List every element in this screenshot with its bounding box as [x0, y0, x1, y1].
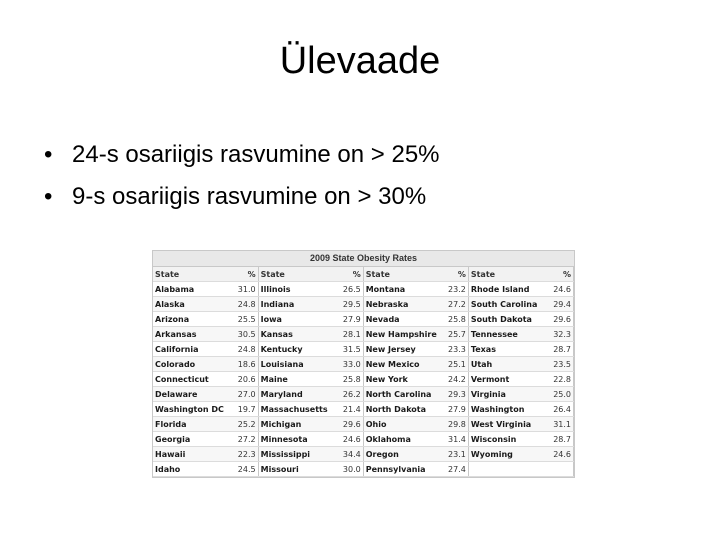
- state-cell: Mississippi: [258, 447, 338, 462]
- table-row: [153, 417, 574, 432]
- state-cell: Pennsylvania: [363, 462, 443, 477]
- table-row: [153, 327, 574, 342]
- rate-cell: 25.8: [443, 312, 468, 327]
- state-cell: Washington: [468, 402, 548, 417]
- state-cell: Colorado: [153, 357, 233, 372]
- state-cell: North Dakota: [363, 402, 443, 417]
- bullet-list: [44, 134, 440, 218]
- rate-cell: 18.6: [233, 357, 258, 372]
- rate-cell: 27.2: [233, 432, 258, 447]
- state-cell: Delaware: [153, 387, 233, 402]
- bullet-dot-icon: •: [44, 183, 53, 210]
- table-header-row: [153, 267, 574, 282]
- state-cell: Minnesota: [258, 432, 338, 447]
- column-header: %: [338, 267, 363, 282]
- rate-cell: 24.6: [338, 432, 363, 447]
- column-header: %: [443, 267, 468, 282]
- rate-cell: 33.0: [338, 357, 363, 372]
- rate-cell: 26.4: [548, 402, 573, 417]
- state-cell: Wyoming: [468, 447, 548, 462]
- table-caption: 2009 State Obesity Rates: [153, 251, 574, 267]
- state-cell: Nevada: [363, 312, 443, 327]
- state-cell: Maryland: [258, 387, 338, 402]
- rate-cell: 29.6: [338, 417, 363, 432]
- column-header: State: [153, 267, 233, 282]
- state-cell: Texas: [468, 342, 548, 357]
- state-cell: Arizona: [153, 312, 233, 327]
- rate-cell: 30.5: [233, 327, 258, 342]
- rate-cell: 23.2: [443, 282, 468, 297]
- state-cell: Tennessee: [468, 327, 548, 342]
- column-header: %: [548, 267, 573, 282]
- column-header: State: [363, 267, 443, 282]
- table-row: [153, 432, 574, 447]
- state-cell: Oklahoma: [363, 432, 443, 447]
- state-cell: South Carolina: [468, 297, 548, 312]
- rate-cell: 25.2: [233, 417, 258, 432]
- state-cell: Michigan: [258, 417, 338, 432]
- rate-cell: 23.5: [548, 357, 573, 372]
- rate-cell: 24.2: [443, 372, 468, 387]
- state-cell: North Carolina: [363, 387, 443, 402]
- table-row: [153, 312, 574, 327]
- rate-cell: 24.5: [233, 462, 258, 477]
- table-row: [153, 342, 574, 357]
- state-cell: West Virginia: [468, 417, 548, 432]
- obesity-table-image: [152, 250, 575, 478]
- bullet-dot-icon: •: [44, 141, 53, 168]
- rate-cell: 27.9: [443, 402, 468, 417]
- rate-cell: 19.7: [233, 402, 258, 417]
- rate-cell: 28.1: [338, 327, 363, 342]
- bullet-text: 9-s osariigis rasvumine on > 30%: [72, 183, 427, 210]
- rate-cell: 28.7: [548, 342, 573, 357]
- slide-title: Ülevaade: [279, 40, 441, 82]
- rate-cell: 20.6: [233, 372, 258, 387]
- state-cell: Florida: [153, 417, 233, 432]
- state-cell: [468, 462, 548, 477]
- rate-cell: 24.8: [233, 342, 258, 357]
- state-cell: Alaska: [153, 297, 233, 312]
- state-cell: Indiana: [258, 297, 338, 312]
- rate-cell: 22.8: [548, 372, 573, 387]
- state-cell: Maine: [258, 372, 338, 387]
- state-cell: Utah: [468, 357, 548, 372]
- state-cell: Connecticut: [153, 372, 233, 387]
- rate-cell: 25.0: [548, 387, 573, 402]
- state-cell: Virginia: [468, 387, 548, 402]
- rate-cell: 34.4: [338, 447, 363, 462]
- rate-cell: 25.5: [233, 312, 258, 327]
- state-cell: Missouri: [258, 462, 338, 477]
- table-row: [153, 462, 574, 477]
- table-row: [153, 387, 574, 402]
- rate-cell: 29.8: [443, 417, 468, 432]
- rate-cell: 32.3: [548, 327, 573, 342]
- table-row: [153, 402, 574, 417]
- state-cell: New Hampshire: [363, 327, 443, 342]
- state-cell: Illinois: [258, 282, 338, 297]
- state-cell: Massachusetts: [258, 402, 338, 417]
- state-cell: Wisconsin: [468, 432, 548, 447]
- table-body: [153, 282, 574, 477]
- table-row: [153, 297, 574, 312]
- state-cell: Arkansas: [153, 327, 233, 342]
- state-cell: New Jersey: [363, 342, 443, 357]
- state-cell: Nebraska: [363, 297, 443, 312]
- rate-cell: 27.9: [338, 312, 363, 327]
- state-cell: Oregon: [363, 447, 443, 462]
- state-cell: Georgia: [153, 432, 233, 447]
- state-cell: California: [153, 342, 233, 357]
- rate-cell: 29.4: [548, 297, 573, 312]
- table-row: [153, 372, 574, 387]
- rate-cell: 29.6: [548, 312, 573, 327]
- state-cell: Montana: [363, 282, 443, 297]
- bullet-item: [44, 134, 440, 176]
- rate-cell: 28.7: [548, 432, 573, 447]
- rate-cell: 26.2: [338, 387, 363, 402]
- table-row: [153, 282, 574, 297]
- rate-cell: 31.4: [443, 432, 468, 447]
- state-cell: Kansas: [258, 327, 338, 342]
- state-cell: Iowa: [258, 312, 338, 327]
- rate-cell: 23.3: [443, 342, 468, 357]
- rate-cell: 23.1: [443, 447, 468, 462]
- rate-cell: 27.4: [443, 462, 468, 477]
- state-cell: New York: [363, 372, 443, 387]
- column-header: %: [233, 267, 258, 282]
- rate-cell: 27.2: [443, 297, 468, 312]
- state-cell: Washington DC: [153, 402, 233, 417]
- state-cell: Alabama: [153, 282, 233, 297]
- rate-cell: 24.6: [548, 282, 573, 297]
- table-row: [153, 357, 574, 372]
- state-cell: Kentucky: [258, 342, 338, 357]
- bullet-item: [44, 176, 440, 218]
- state-cell: Hawaii: [153, 447, 233, 462]
- rate-cell: 31.0: [233, 282, 258, 297]
- rate-cell: 26.5: [338, 282, 363, 297]
- rate-cell: 21.4: [338, 402, 363, 417]
- bullet-text: 24-s osariigis rasvumine on > 25%: [72, 141, 440, 168]
- rate-cell: 31.1: [548, 417, 573, 432]
- rate-cell: [548, 462, 573, 477]
- rate-cell: 22.3: [233, 447, 258, 462]
- obesity-rates-table: [153, 267, 574, 477]
- rate-cell: 25.1: [443, 357, 468, 372]
- state-cell: South Dakota: [468, 312, 548, 327]
- state-cell: Vermont: [468, 372, 548, 387]
- state-cell: Ohio: [363, 417, 443, 432]
- rate-cell: 24.8: [233, 297, 258, 312]
- column-header: State: [258, 267, 338, 282]
- rate-cell: 29.3: [443, 387, 468, 402]
- rate-cell: 29.5: [338, 297, 363, 312]
- rate-cell: 24.6: [548, 447, 573, 462]
- table-row: [153, 447, 574, 462]
- rate-cell: 30.0: [338, 462, 363, 477]
- state-cell: New Mexico: [363, 357, 443, 372]
- state-cell: Louisiana: [258, 357, 338, 372]
- rate-cell: 27.0: [233, 387, 258, 402]
- rate-cell: 25.8: [338, 372, 363, 387]
- rate-cell: 31.5: [338, 342, 363, 357]
- state-cell: Idaho: [153, 462, 233, 477]
- state-cell: Rhode Island: [468, 282, 548, 297]
- rate-cell: 25.7: [443, 327, 468, 342]
- column-header: State: [468, 267, 548, 282]
